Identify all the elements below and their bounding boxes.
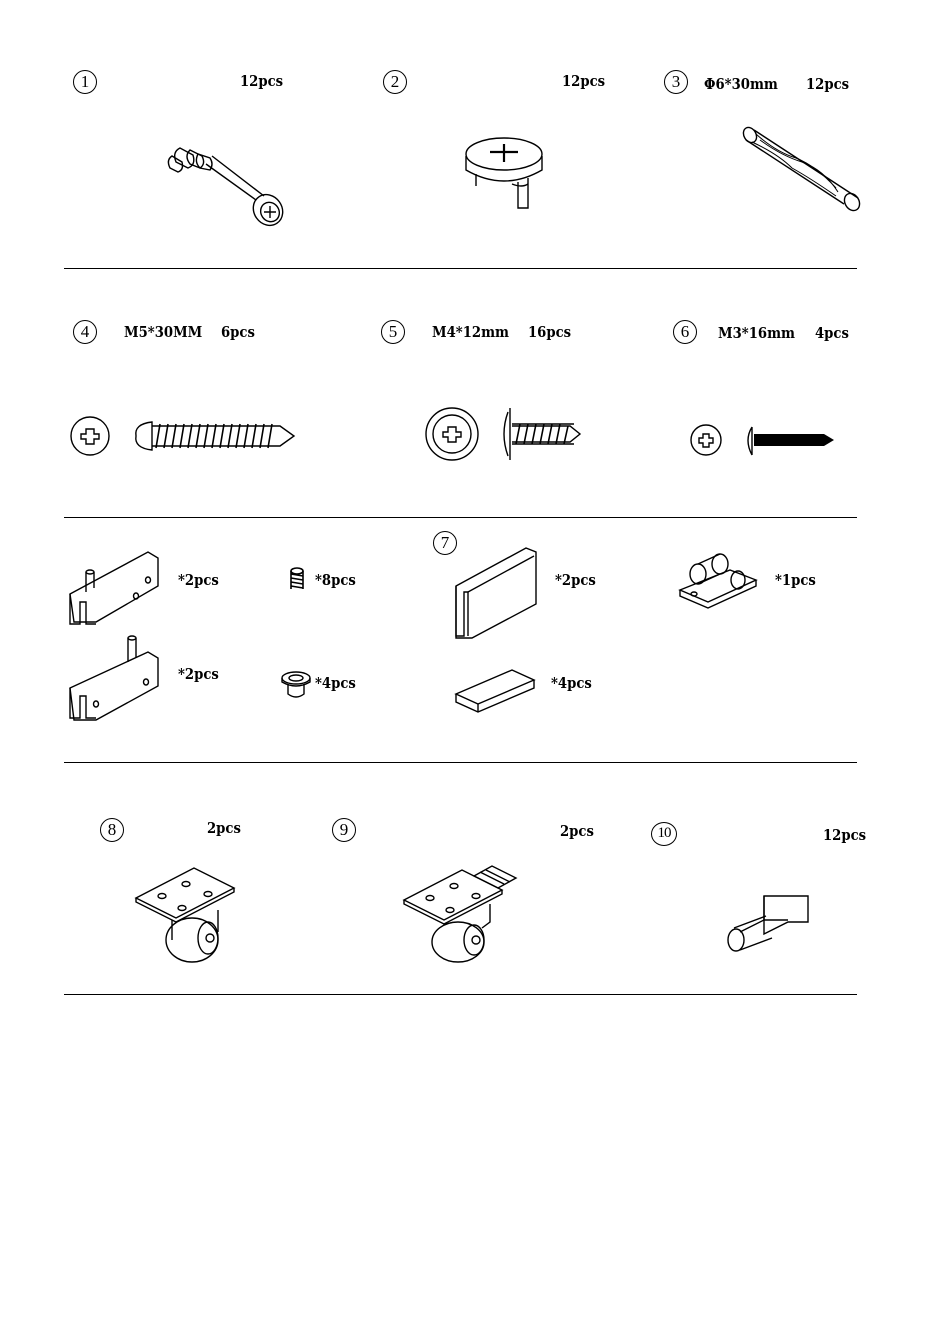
item-1-qty: 12pcs — [240, 72, 284, 90]
divider — [64, 268, 857, 269]
item-4-qty: 6pcs — [221, 323, 255, 341]
caster-wheel-icon — [134, 866, 238, 966]
item-number-5: 5 — [381, 320, 405, 344]
item-3-qty: 12pcs — [806, 75, 850, 93]
bracket-top-qty: *2pcs — [178, 571, 219, 589]
item-4-spec: M5*30MM — [124, 323, 203, 341]
screw-m5-icon — [70, 416, 290, 458]
spring-icon — [287, 567, 307, 591]
channel-qty: *2pcs — [555, 571, 596, 589]
item-number-1: 1 — [73, 70, 97, 94]
caster-wheel-brake-icon — [402, 864, 520, 966]
felt-pad-icon — [454, 668, 536, 714]
item-3-spec: Φ6*30mm — [704, 75, 778, 93]
hinge-bracket-pin-icon — [66, 634, 162, 726]
item-9-qty: 2pcs — [560, 822, 594, 840]
item-number-8: 8 — [100, 818, 124, 842]
roller-catch-icon — [676, 550, 760, 612]
roller-catch-qty: *1pcs — [775, 571, 816, 589]
item-6-spec: M3*16mm — [718, 324, 796, 342]
wood-dowel-icon — [740, 128, 864, 220]
screw-m3-icon — [690, 424, 836, 458]
cam-lock-icon — [462, 134, 552, 214]
pad-qty: *4pcs — [551, 674, 592, 692]
item-2-qty: 12pcs — [562, 72, 606, 90]
item-8-qty: 2pcs — [207, 819, 241, 837]
cam-bolt-icon — [160, 140, 300, 232]
sleeve-bushing-icon — [280, 670, 312, 700]
item-10-qty: 12pcs — [823, 826, 867, 844]
screw-m4-icon — [424, 406, 574, 464]
divider — [64, 762, 857, 763]
divider — [64, 517, 857, 518]
bracket-bottom-qty: *2pcs — [178, 665, 219, 683]
sleeve-qty: *4pcs — [315, 674, 356, 692]
spring-qty: *8pcs — [315, 571, 356, 589]
item-5-spec: M4*12mm — [432, 323, 510, 341]
shelf-pin-icon — [724, 888, 812, 954]
item-number-4: 4 — [73, 320, 97, 344]
item-6-qty: 4pcs — [815, 324, 849, 342]
item-number-3: 3 — [664, 70, 688, 94]
door-channel-icon — [452, 546, 542, 638]
item-number-10: 10 — [651, 822, 677, 846]
item-number-6: 6 — [673, 320, 697, 344]
hinge-bracket-icon — [66, 550, 162, 628]
divider — [64, 994, 857, 995]
item-number-9: 9 — [332, 818, 356, 842]
item-number-2: 2 — [383, 70, 407, 94]
item-number-7: 7 — [433, 531, 457, 555]
item-5-qty: 16pcs — [528, 323, 572, 341]
